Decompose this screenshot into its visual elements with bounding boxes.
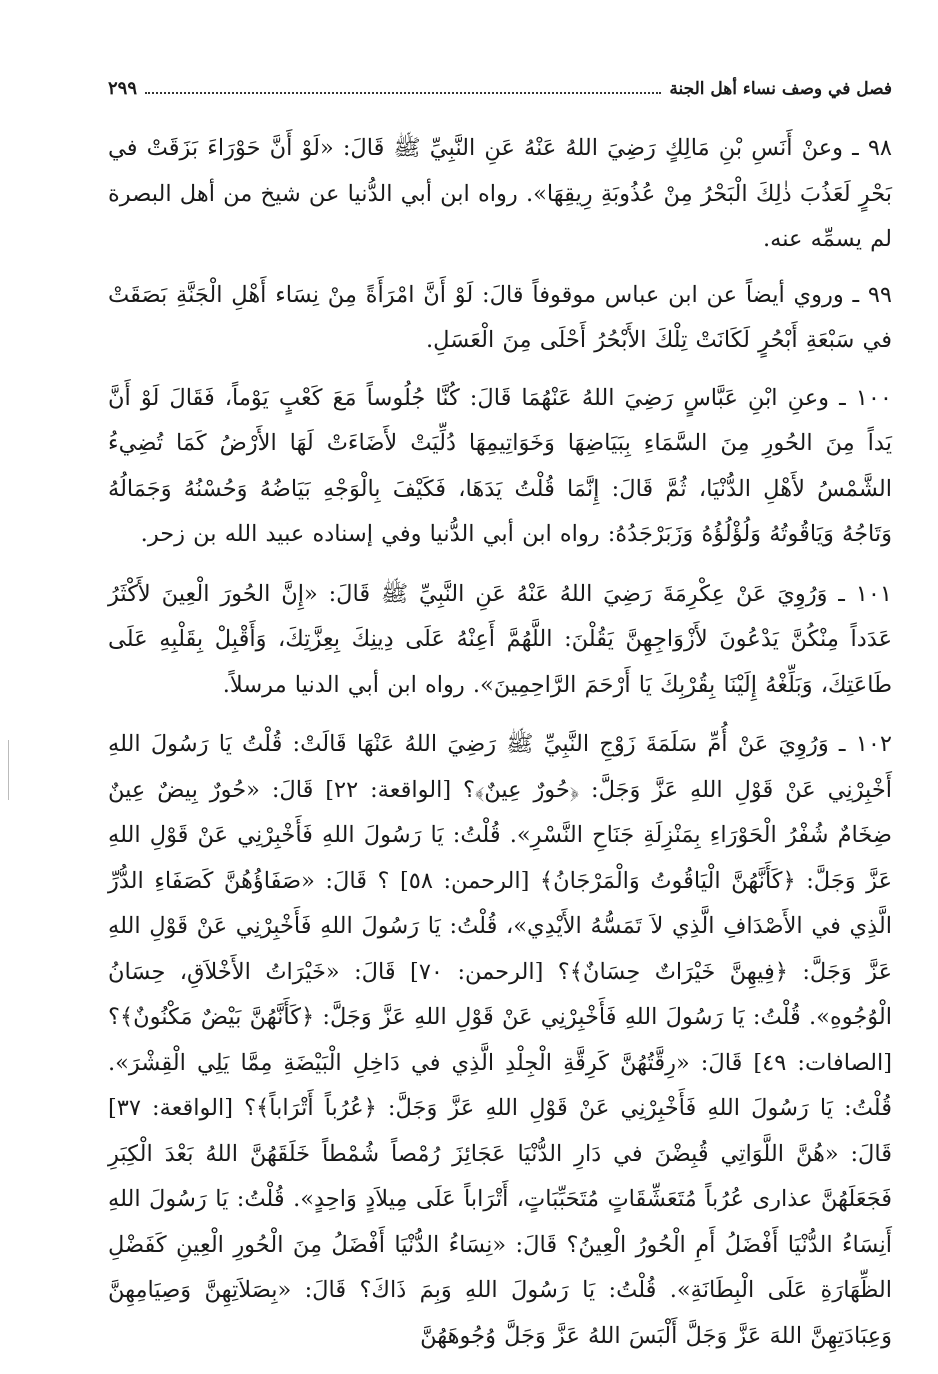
chapter-title: فصل في وصف نساء أهل الجنة (669, 79, 892, 99)
hadith-paragraph-101: ١٠١ ـ وَرُوِيَ عَنْ عِكْرِمَةَ رَضِيَ اللهُ عَنْهُ عَنِ النَّبِيِّ ﷺ قَالَ: «إِنَّ الحُورَ الْعِينَ لأَكْثَرُ عَدَداً مِنْكُنَّ يَدْعُونَ لأَزْوَاجِهِنَّ يَقُلْنَ: اللَّهُمَّ أَعِنْهُ عَلَى دِينِكَ بِعِزَّتِكَ، وَأَقْبِلْ بِقَلْبِهِ عَلَى طَاعَتِكَ، وَبَلِّغْهُ إِلَيْنَا بِقُرْبِكَ يَا أَرْحَمَ الرَّاحِمِينَ». رواه ابن أبي الدنيا مرسلاً. (108, 580, 892, 698)
book-page (108, 78, 893, 1349)
page-number: ٢٩٩ (108, 78, 138, 99)
body-text (108, 126, 892, 1359)
scan-margin-line (8, 740, 9, 800)
leader-dots (145, 80, 661, 94)
hadith-paragraph-99: ٩٩ ـ وروي أيضاً عن ابن عباس موقوفاً قالَ: لَوْ أَنَّ امْرَأَةً مِنْ نِسَاء أَهْلِ الْجَنَّةِ بَصَقَتْ في سَبْعَةِ أَبْحُرٍ لَكَانَتْ تِلْكَ الأَبْحُرُ أَحْلَى مِنَ الْعَسَلِ. (108, 281, 892, 353)
hadith-paragraph-102: ١٠٢ ـ وَرُوِيَ عَنْ أُمِّ سَلَمَةَ زَوْجِ النَّبِيِّ ﷺ رَضِيَ اللهُ عَنْهَا قَالَتْ: قُلْتُ يَا رَسُولَ اللهِ أَخْبِرْنِي عَنْ قَوْلِ اللهِ عَزَّ وَجَلَّ: ﴿حُورٌ عِينٌ﴾؟ [الواقعة: ٢٢] قَالَ: «حُورٌ بِيضٌ عِينٌ ضِخَامٌ شُفْرُ الْحَوْرَاءِ بِمَنْزِلَةِ جَنَاحِ النَّسْرِ». قُلْتُ: يَا رَسُولَ اللهِ فَأَخْبِرْنِي عَنْ قَوْلِ اللهِ عَزَّ وَجَلَّ: ﴿كَأَنَّهُنَّ الْيَاقُوتُ وَالْمَرْجَانُ﴾ [الرحمن: ٥٨] ؟ قَالَ: «صَفَاؤُهُنَّ كَصَفَاءِ الدُّرِّ الَّذِي في الأَصْدَافِ الَّذِي لاَ تَمَسُّهُ الأَيْدِي»، قُلْتُ: يَا رَسُولَ اللهِ فَأَخْبِرْنِي عَنْ قَوْلِ اللهِ عَزَّ وَجَلَّ: ﴿فِيهِنَّ خَيْرَاتٌ حِسَانٌ﴾؟ [الرحمن: ٧٠] قَالَ: «خَيْرَاتُ الأَخْلاَقِ، حِسَانُ الْوُجُوهِ». قُلْتُ: يَا رَسُولَ اللهِ فَأَخْبِرْنِي عَنْ قَوْلِ اللهِ عَزَّ وَجَلَّ: ﴿كَأَنَّهُنَّ بَيْضٌ مَكْنُونٌ﴾؟[الصافات: ٤٩] قَالَ: «رِقَّتُهُنَّ كَرِقَّةِ الْجِلْدِ الَّذِي في دَاخِلِ الْبَيْضَةِ مِمَّا يَلِي الْقِشْرَ». قُلْتُ: يَا رَسُولَ اللهِ فَأَخْبِرْنِي عَنْ قَوْلِ اللهِ عَزَّ وَجَلَّ: ﴿عُرُباً أَتْرَاباً﴾؟ [الواقعة: ٣٧] قَالَ: «هُنَّ اللَّوَاتِي قُبِضْنَ في دَارِ الدُّنْيَا عَجَائِزَ رُمْصاً شُمْطاً خَلَقَهُنَّ اللهُ بَعْدَ الْكِبَرِ فَجَعَلَهُنَّ عذارى عُرُباً مُتَعَشِّقَاتٍ مُتَحَبِّبَاتٍ، أَتْرَاباً عَلَى مِيلاَدٍ وَاحِدٍ». قُلْتُ: يَا رَسُولَ اللهِ أَنِسَاءُ الدُّنْيَا أَفْضَلُ أَمِ الْحُورُ الْعِينُ؟ قَالَ: «نِسَاءُ الدُّنْيَا أَفْضَلُ مِنَ الْحُورِ الْعِينِ كَفَضْلِ الظِّهَارَةِ عَلَى الْبِطَانَةِ». قُلْتُ: يَا رَسُولَ اللهِ وَبِمَ ذَاكَ؟ قَالَ: «بِصَلاَتِهِنَّ وَصِيَامِهِنَّ وَعِبَادَتِهِنَّ اللهَ عَزَّ وَجَلَّ أَلْبَسَ اللهُ عَزَّ وَجَلَّ وُجُوهَهُنَّ (108, 731, 893, 1349)
running-header (108, 78, 892, 112)
hadith-paragraph-98: ٩٨ ـ وعنْ أَنَسِ بْنِ مَالِكٍ رَضِيَ اللهُ عَنْهُ عَنِ النَّبِيِّ ﷺ قَالَ: «لَوْ أَنَّ حَوْرَاءَ بَزَقَتْ في بَحْرٍ لَعَذُبَ ذٰلِكَ الْبَحْرُ مِنْ عُذُوبَةِ رِيقِهَا». رواه ابن أبي الدُّنيا عن شيخ من أهل البصرة لم يسمِّه عنه. (108, 135, 892, 252)
hadith-paragraph-100: ١٠٠ ـ وعنِ ابْنِ عَبَّاسٍ رَضِيَ اللهُ عَنْهُمَا قَالَ: كُنَّا جُلُوساً مَعَ كَعْبٍ يَوْماً، فَقَالَ لَوْ أَنَّ يَداً مِنَ الحُورِ مِنَ السَّمَاءِ بِبَيَاضِهَا وَخَوَاتِيمِهَا دُلِّيَتْ لأَضَاءَتْ لَهَا الأَرْضُ كَمَا تُضِيءُ الشَّمْسُ لأَهْلِ الدُّنْيَا، ثُمَّ قَالَ: إِنَّمَا قُلْتُ يَدَهَا، فَكَيْفَ بِالْوَجْهِ بَيَاضُهُ وَحُسْنُهُ وَجَمَالُهُ وَتَاجُهُ وَيَاقُوتُهُ وَلُؤْلُؤُهُ وَزَبَرْجَدُهُ: رواه ابن أبي الدُّنيا وفي إسناده عبيد الله بن زحر. (108, 384, 892, 547)
